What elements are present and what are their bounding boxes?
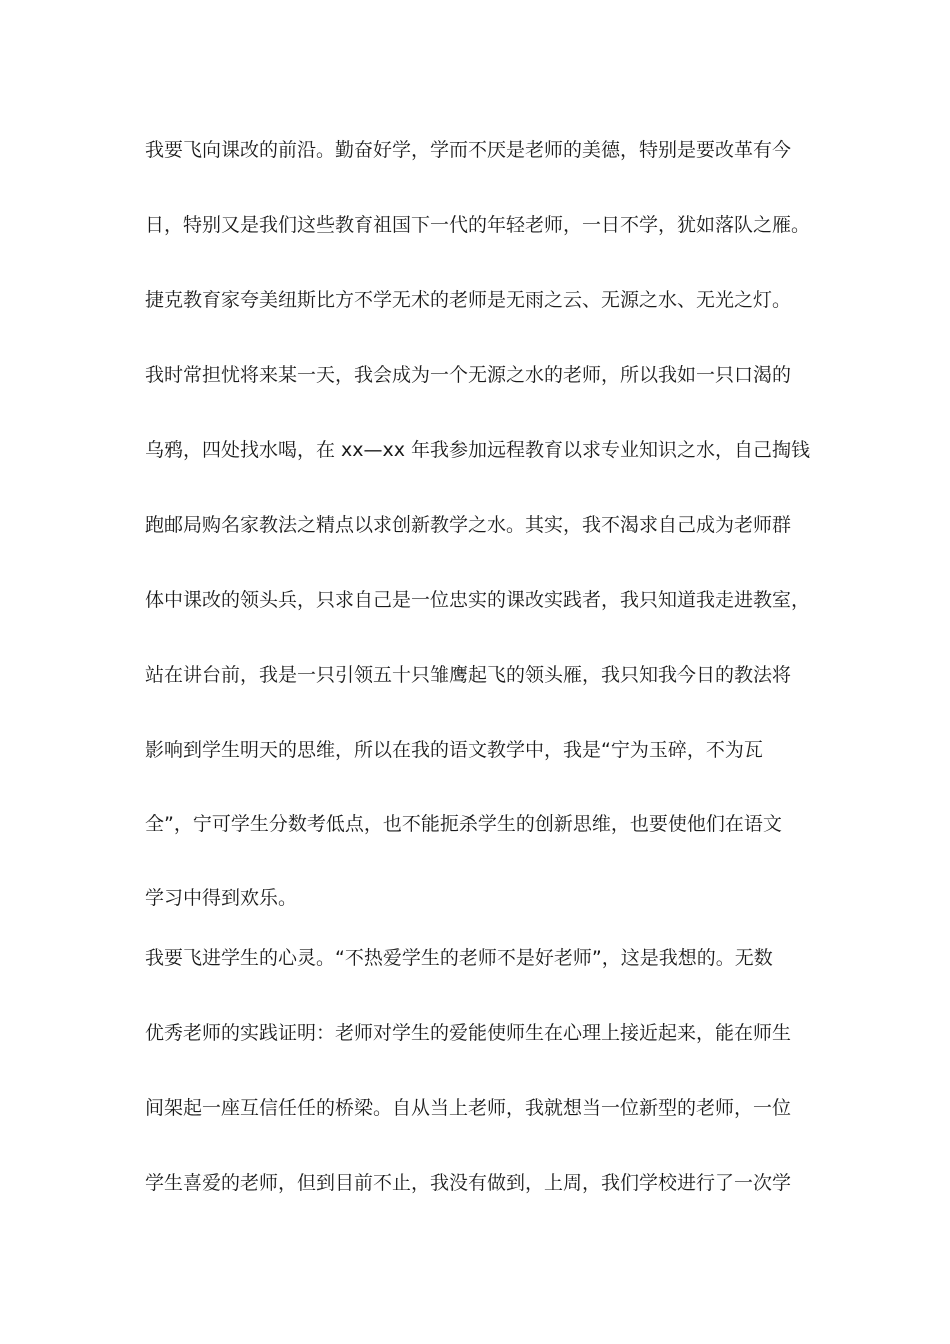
text-line: 站在讲台前，我是一只引领五十只雏鹰起飞的领头雁，我只知我今日的教法将 — [145, 664, 792, 686]
text-line: 体中课改的领头兵，只求自己是一位忠实的课改实践者，我只知道我走进教室， — [145, 589, 811, 611]
text-line: 捷克教育家夸美纽斯比方不学无术的老师是无雨之云、无源之水、无光之灯。 — [145, 289, 792, 311]
text-line: 我要飞进学生的心灵。“不热爱学生的老师不是好老师”，这是我想的。无数 — [145, 947, 773, 969]
text-line: 全”，宁可学生分数考低点，也不能扼杀学生的创新思维，也要使他们在语文 — [145, 813, 782, 835]
text-line: 我时常担忧将来某一天，我会成为一个无源之水的老师，所以我如一只口渴的 — [145, 364, 792, 386]
text-line: 我要飞向课改的前沿。勤奋好学，学而不厌是老师的美德，特别是要改革有今 — [145, 139, 792, 161]
text-line: 间架起一座互信任任的桥梁。自从当上老师，我就想当一位新型的老师，一位 — [145, 1097, 792, 1119]
text-line: 跑邮局购名家教法之精点以求创新教学之水。其实，我不渴求自己成为老师群 — [145, 514, 792, 536]
text-line: 优秀老师的实践证明：老师对学生的爱能使师生在心理上接近起来，能在师生 — [145, 1022, 792, 1044]
text-line: 学生喜爱的老师，但到目前不止，我没有做到，上周，我们学校进行了一次学 — [145, 1172, 792, 1194]
text-line: 日，特别又是我们这些教育祖国下一代的年轻老师，一日不学，犹如落队之雁。 — [145, 214, 811, 236]
text-line: 学习中得到欢乐。 — [145, 887, 298, 909]
text-line: 影响到学生明天的思维，所以在我的语文教学中，我是“宁为玉碎，不为瓦 — [145, 739, 763, 761]
text-line: 乌鸦，四处找水喝，在 xx—xx 年我参加远程教育以求专业知识之水，自己掏钱 — [145, 439, 811, 461]
